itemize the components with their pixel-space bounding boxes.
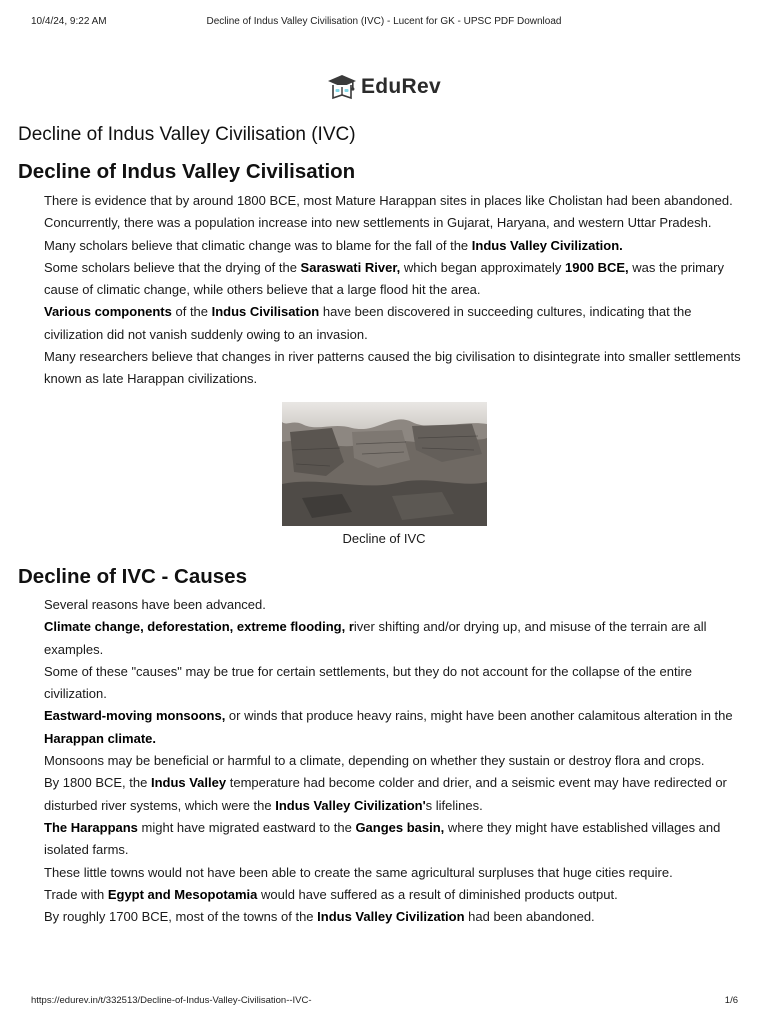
text-run: By 1800 BCE, the xyxy=(44,775,151,791)
print-header xyxy=(0,16,768,30)
text-run: s lifelines. xyxy=(425,797,483,813)
ruins-image xyxy=(282,402,487,526)
bold-text: Indus Valley Civilization. xyxy=(471,237,623,253)
document-title: Decline of Indus Valley Civilisation (IVC) xyxy=(18,124,356,145)
paragraph xyxy=(44,817,754,862)
text-run: have been discovered in succeeding cultures, indicating that the civilization did not vanish suddenly owing to an invasion. xyxy=(44,304,692,342)
bold-text: Indus Valley Civilization' xyxy=(275,797,426,813)
figure-caption: Decline of IVC xyxy=(342,531,426,546)
text-run: or winds that produce heavy rains, might have been another calamitous alteration in the xyxy=(225,708,733,724)
text-run: iver shifting and/or drying up, and misuse of the terrain are all examples. xyxy=(44,619,707,657)
bold-text: Egypt and Mesopotamia xyxy=(107,886,258,902)
text-run: There is evidence that by around 1800 BCE, most Mature Harappan sites in places like Cholistan had been abandoned. xyxy=(44,193,733,208)
page-url[interactable]: https://edurev.in/t/332513/Decline-of-Indus-Valley-Civilisation--IVC- xyxy=(31,995,312,1006)
paragraph xyxy=(44,661,754,706)
text-run: Many scholars believe that climatic change was to blame for the fall of the xyxy=(44,237,472,253)
page-number: 1/6 xyxy=(724,995,738,1006)
paragraph xyxy=(44,301,754,346)
text-run: where they might have established villages and isolated farms. xyxy=(44,819,721,858)
paragraph xyxy=(44,616,754,661)
text-run: Some scholars believe that the drying of the xyxy=(44,259,301,275)
edurev-logo[interactable] xyxy=(0,72,768,102)
text-run: By roughly 1700 BCE, most of the towns of the xyxy=(44,909,318,925)
section-decline-body xyxy=(44,190,754,391)
paragraph xyxy=(44,772,754,817)
text-run: temperature had become colder and drier, and a seismic event may have redirected or disturbed river systems, which were the xyxy=(44,775,727,813)
text-run: Many researchers believe that changes in river patterns caused the big civilisation to disintegrate into smaller settlements known as late Harappan civilizations. xyxy=(44,349,741,387)
print-page-title: Decline of Indus Valley Civilisation (IVC) - Lucent for GK - UPSC PDF Download xyxy=(206,16,562,27)
text-run: Some of these "causes" may be true for certain settlements, but they do not account for the collapse of the entire civilization. xyxy=(44,663,693,702)
bold-text: Harappan climate. xyxy=(44,730,156,746)
text-run: would have suffered as a result of diminished products output. xyxy=(257,886,618,902)
bold-text: Indus Valley Civilization xyxy=(317,909,465,925)
text-run: Trade with xyxy=(44,886,108,902)
section-causes-body xyxy=(44,594,754,928)
bold-text: Various components xyxy=(44,304,172,320)
bold-text: Indus Valley xyxy=(150,775,227,791)
bold-text: Climate change, deforestation, extreme flooding, r xyxy=(44,619,354,635)
paragraph xyxy=(44,705,754,750)
bold-text: Ganges basin, xyxy=(355,819,445,835)
text-run: Concurrently, there was a population increase into new settlements in Gujarat, Haryana, and western Uttar Pradesh. xyxy=(44,215,712,231)
print-footer xyxy=(0,995,768,1009)
logo-text: EduRev xyxy=(361,75,441,98)
section-heading-decline: Decline of Indus Valley Civilisation xyxy=(18,160,356,183)
paragraph xyxy=(44,257,754,302)
text-run: which began approximately xyxy=(400,259,566,275)
text-run: These little towns would not have been able to create the same agricultural surpluses that huge cities require. xyxy=(44,864,673,880)
text-run: Monsoons may be beneficial or harmful to a climate, depending on whether they sustain or destroy flora and crops. xyxy=(44,753,705,769)
paragraph xyxy=(44,235,754,257)
text-run: Several reasons have been advanced. xyxy=(44,597,266,612)
paragraph xyxy=(44,750,754,772)
text-run: had been abandoned. xyxy=(464,909,595,925)
paragraph xyxy=(44,212,754,234)
paragraph xyxy=(44,190,754,212)
text-run: might have migrated eastward to the xyxy=(137,819,356,835)
paragraph xyxy=(44,884,754,906)
print-date: 10/4/24, 9:22 AM xyxy=(31,16,107,27)
paragraph xyxy=(44,862,754,884)
paragraph xyxy=(44,346,754,391)
bold-text: Eastward-moving monsoons, xyxy=(44,708,226,724)
paragraph xyxy=(44,906,754,928)
text-run: was the primary cause of climatic change, while others believe that a large flood hit the area. xyxy=(44,259,725,298)
bold-text: Saraswati River, xyxy=(300,259,401,275)
text-run: of the xyxy=(171,304,212,320)
graduation-cap-book-icon xyxy=(327,73,357,101)
bold-text: Indus Civilisation xyxy=(211,304,320,320)
section-heading-causes: Decline of IVC - Causes xyxy=(18,565,247,588)
bold-text: 1900 BCE, xyxy=(565,259,629,275)
bold-text: The Harappans xyxy=(44,819,138,835)
paragraph xyxy=(44,594,754,616)
